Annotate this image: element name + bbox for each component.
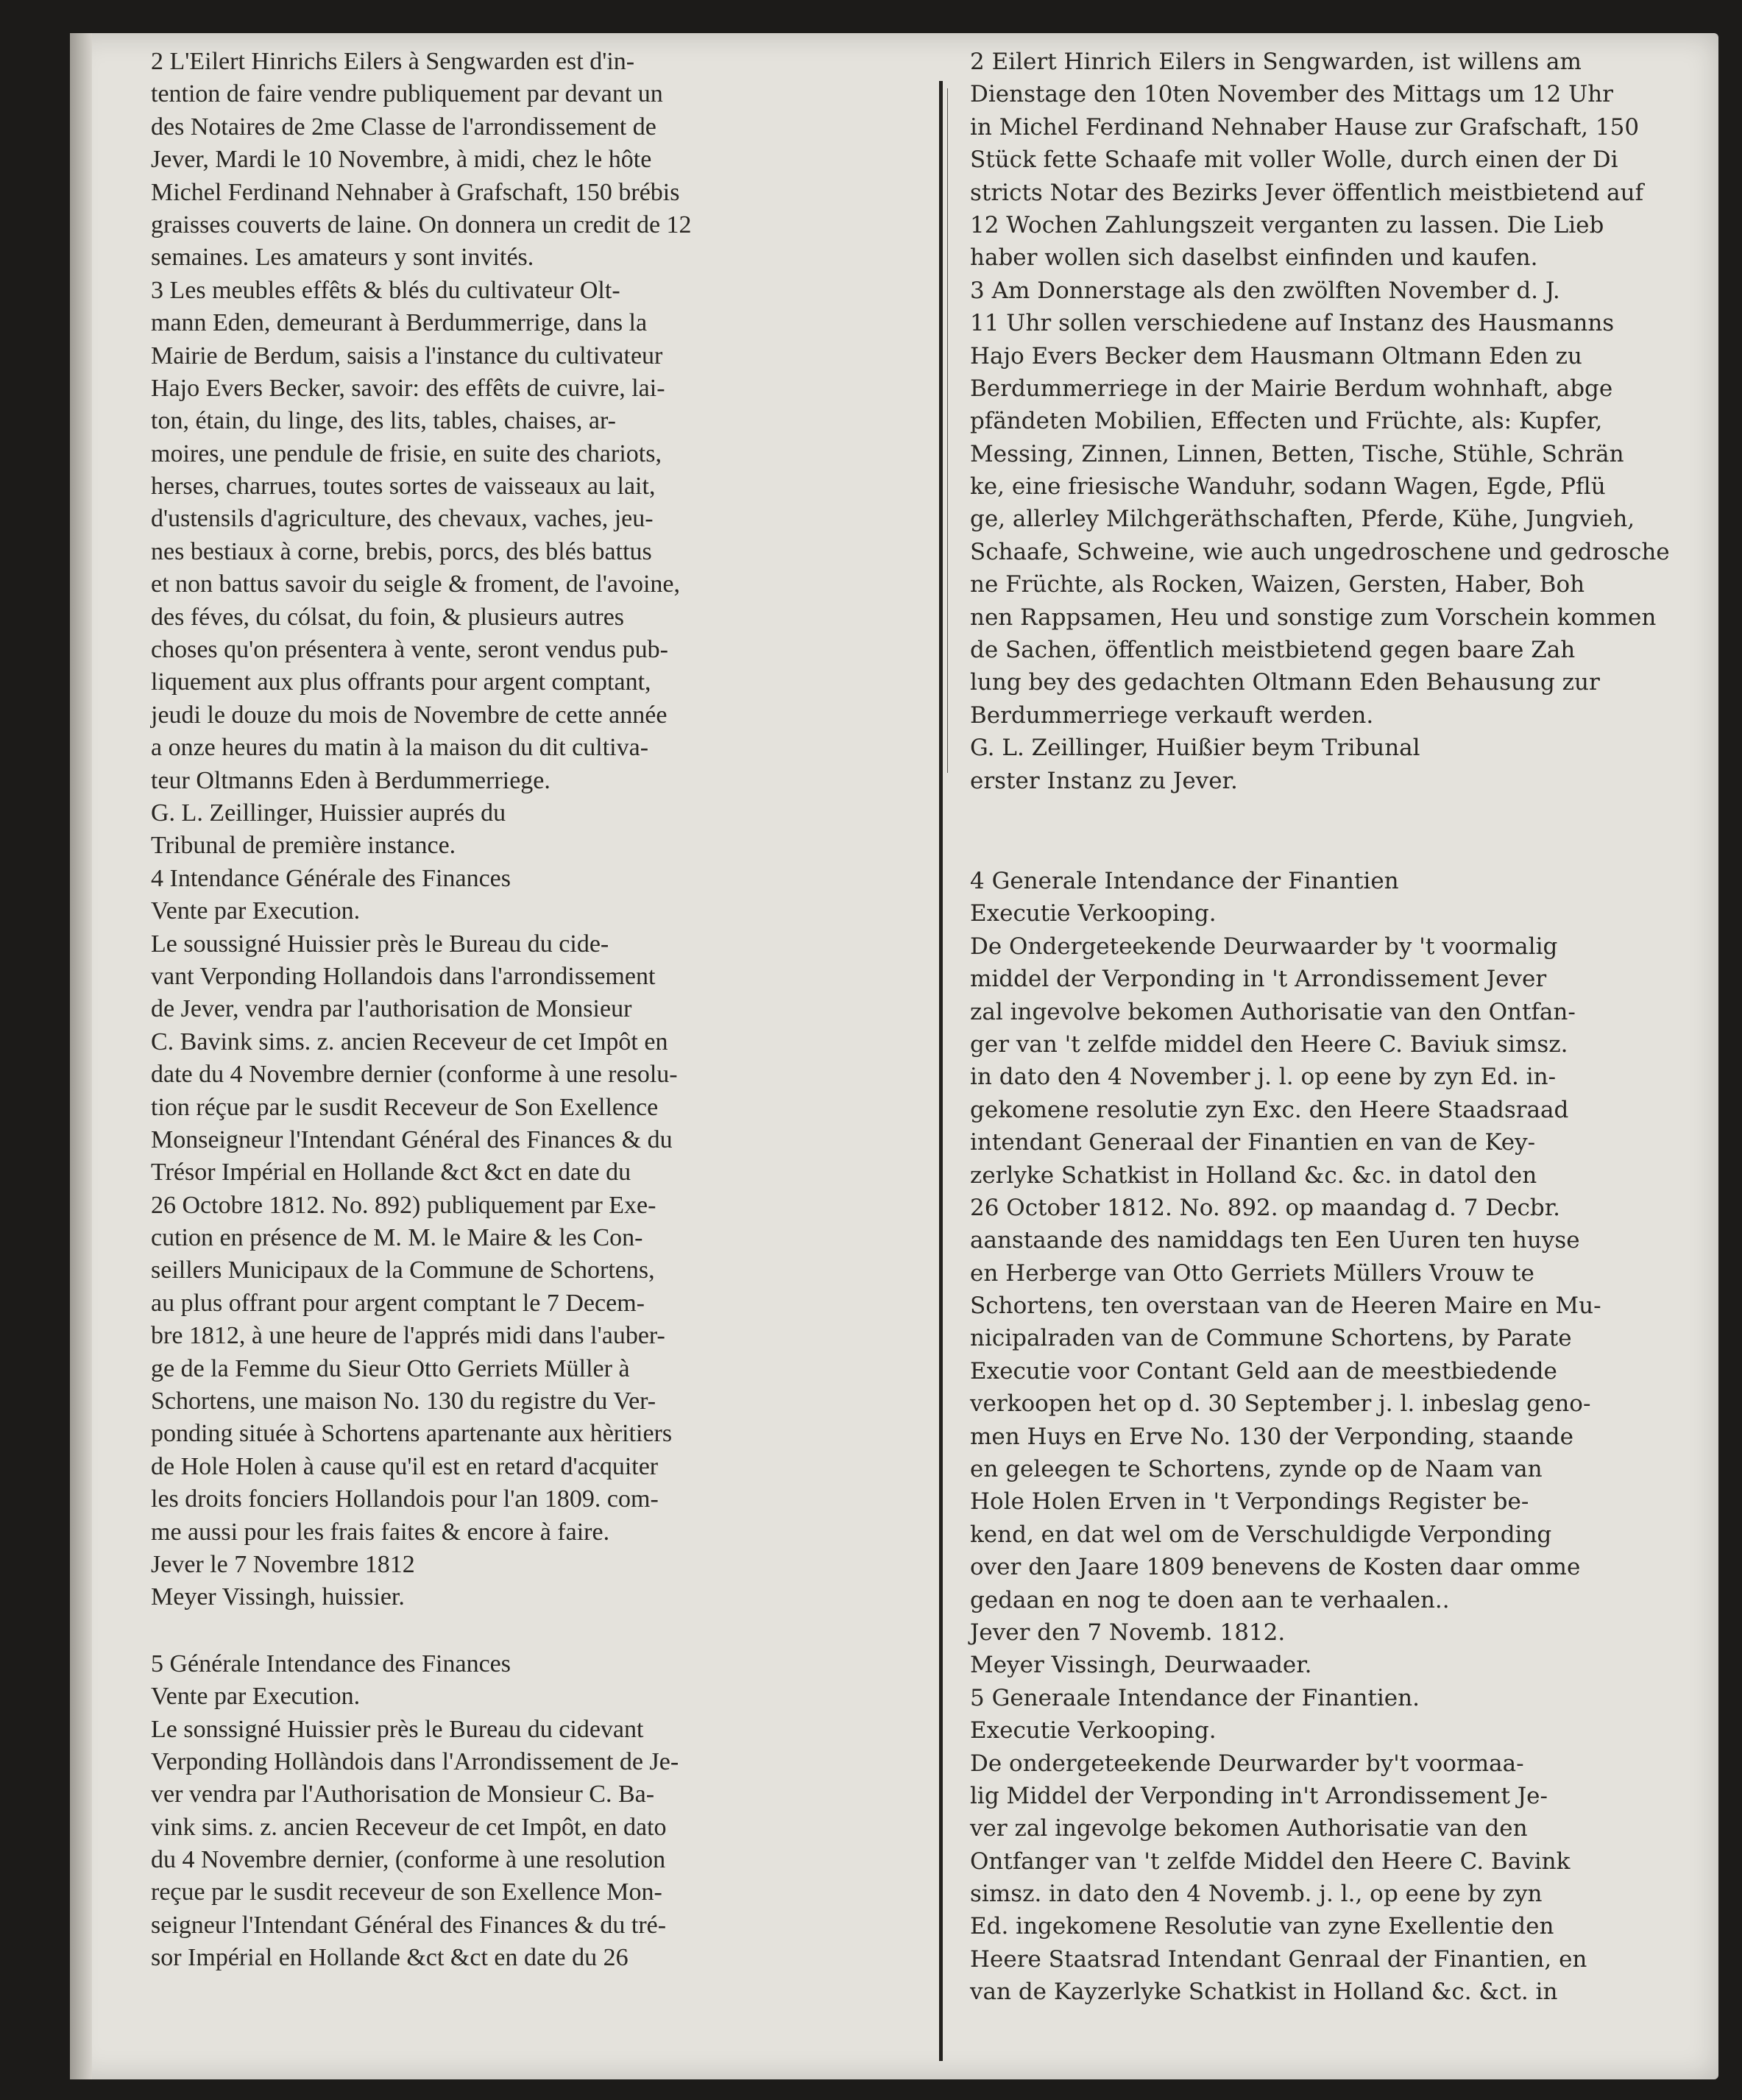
- german-dutch-text-line: 4 Generale Intendance der Finantien: [970, 867, 1399, 894]
- french-text-line: seigneur l'Intendant Général des Finances & du tré-: [151, 1911, 667, 1939]
- french-text-line: liquement aux plus offrants pour argent comptant,: [151, 668, 651, 696]
- german-dutch-text-line: en Herberge van Otto Gerriets Müllers Vrouw te: [970, 1259, 1534, 1287]
- french-text-line: C. Bavink sims. z. ancien Receveur de cet Impôt en: [151, 1028, 668, 1056]
- french-text-line: reçue par le susdit receveur de son Exellence Mon-: [151, 1878, 662, 1906]
- german-dutch-text-line: Messing, Zinnen, Linnen, Betten, Tische, Stühle, Schrän: [970, 440, 1624, 467]
- french-text-line: et non battus savoir du seigle & froment, de l'avoine,: [151, 570, 681, 598]
- german-dutch-text-line: 11 Uhr sollen verschiedene auf Instanz des Hausmanns: [970, 310, 1615, 337]
- french-text-line: Vente par Execution.: [151, 1683, 361, 1711]
- german-dutch-text-line: gekomene resolutie zyn Exc. den Heere Staadsraad: [970, 1096, 1569, 1123]
- french-text-line: ponding située à Schortens apartenante aux hèritiers: [151, 1420, 673, 1448]
- german-dutch-text-line: Dienstage den 10ten November des Mittags um 12 Uhr: [970, 81, 1613, 108]
- french-text-line: vant Verponding Hollandois dans l'arrondissement: [151, 962, 656, 990]
- french-text-line: 5 Générale Intendance des Finances: [151, 1650, 511, 1677]
- french-text-line: Mairie de Berdum, saisis a l'instance du cultivateur: [151, 342, 663, 370]
- french-text-line: herses, charrues, toutes sortes de vaisseaux au lait,: [151, 473, 656, 501]
- german-dutch-text-line: haber wollen sich daselbst einfinden und kaufen.: [970, 244, 1538, 272]
- french-text-line: bre 1812, à une heure de l'apprés midi dans l'auber-: [151, 1322, 665, 1350]
- french-column: [151, 46, 931, 1975]
- french-text-line: jeudi le douze du mois de Novembre de cette année: [151, 701, 668, 729]
- german-dutch-text-line: Stück fette Schaafe mit voller Wolle, durch einen der Di: [970, 146, 1618, 174]
- french-text-line: graisses couverts de laine. On donnera un credit de 12: [151, 211, 692, 238]
- column-rule-thin: [947, 88, 948, 773]
- german-dutch-text-line: De Ondergeteekende Deurwaarder by 't voormalig: [970, 933, 1558, 960]
- french-text-line: du 4 Novembre dernier, (conforme à une resolution: [151, 1846, 666, 1874]
- german-dutch-text-line: middel der Verponding in 't Arrondissement Jever: [970, 966, 1547, 993]
- german-dutch-column: [970, 46, 1706, 2009]
- german-dutch-text-line: ver zal ingevolge bekomen Authorisatie van den: [970, 1815, 1528, 1842]
- german-dutch-text-line: in dato den 4 November j. l. op eene by zyn Ed. in-: [970, 1064, 1557, 1091]
- german-dutch-text-line: [970, 831, 1706, 865]
- german-dutch-text-line: 12 Wochen Zahlungszeit verganten zu lassen. Die Lieb: [970, 211, 1604, 238]
- german-dutch-text-line: Berdummerriege verkauft werden.: [970, 701, 1374, 729]
- french-text-line: des Notaires de 2me Classe de l'arrondissement de: [151, 113, 656, 141]
- german-dutch-text-line: verkoopen het op d. 30 September j. l. inbeslag geno-: [970, 1390, 1591, 1418]
- french-text-line: Hajo Evers Becker, savoir: des effêts de cuivre, lai-: [151, 374, 665, 402]
- german-dutch-text-line: zal ingevolve bekomen Authorisatie van den Ontfan-: [970, 998, 1576, 1025]
- french-text-line: ver vendra par l'Authorisation de Monsieur C. Ba-: [151, 1781, 655, 1809]
- german-dutch-text-line: Hajo Evers Becker dem Hausmann Oltmann Eden zu: [970, 342, 1582, 370]
- german-dutch-text-line: ke, eine friesische Wanduhr, sodann Wagen, Egde, Pflü: [970, 473, 1606, 501]
- french-text-line: au plus offrant pour argent comptant le 7 Decem-: [151, 1289, 645, 1317]
- german-dutch-text-line: kend, en dat wel om de Verschuldigde Verponding: [970, 1521, 1552, 1548]
- german-dutch-text-line: ger van 't zelfde middel den Heere C. Baviuk simsz.: [970, 1030, 1568, 1058]
- french-text-line: tention de faire vendre publiquement par devant un: [151, 80, 663, 108]
- german-dutch-text-line: intendant Generaal der Finantien en van de Key-: [970, 1129, 1536, 1156]
- french-text-line: Michel Ferdinand Nehnaber à Grafschaft, 150 brébis: [151, 178, 680, 206]
- german-dutch-text-line: Hole Holen Erven in 't Verpondings Register be-: [970, 1488, 1529, 1516]
- german-dutch-text-line: Executie Verkooping.: [970, 900, 1217, 927]
- german-dutch-text-line: en geleegen te Schortens, zynde op de Naam van: [970, 1456, 1543, 1483]
- french-text-line: me aussi pour les frais faites & encore à faire.: [151, 1518, 610, 1546]
- french-text-line: des féves, du cólsat, du foin, & plusieurs autres: [151, 603, 625, 631]
- french-text-line: G. L. Zeillinger, Huissier auprés du: [151, 799, 506, 827]
- french-text-line: Le soussigné Huissier près le Bureau du cide-: [151, 930, 609, 958]
- german-dutch-text-line: ne Früchte, als Rocken, Waizen, Gersten, Haber, Boh: [970, 571, 1585, 598]
- german-dutch-text-line: Jever den 7 Novemb. 1812.: [970, 1619, 1286, 1646]
- french-text-line: date du 4 Novembre dernier (conforme à une resolu-: [151, 1061, 678, 1089]
- german-dutch-text-line: pfändeten Mobilien, Effecten und Früchte, als: Kupfer,: [970, 408, 1603, 435]
- french-text-line: Meyer Vissingh, huissier.: [151, 1583, 405, 1611]
- french-text-line: Schortens, une maison No. 130 du registre du Ver-: [151, 1387, 656, 1415]
- french-text-line: de Jever, vendra par l'authorisation de Monsieur: [151, 995, 632, 1023]
- german-dutch-text-line: lig Middel der Verponding in't Arrondissement Je-: [970, 1782, 1548, 1809]
- french-text-line: Jever le 7 Novembre 1812: [151, 1550, 415, 1578]
- french-text-line: Trésor Impérial en Hollande &ct &ct en date du: [151, 1159, 631, 1187]
- german-dutch-text-line: Executie voor Contant Geld aan de meestbiedende: [970, 1357, 1557, 1385]
- french-text-line: seillers Municipaux de la Commune de Schortens,: [151, 1256, 655, 1284]
- german-dutch-text-line: in Michel Ferdinand Nehnaber Hause zur Grafschaft, 150: [970, 113, 1640, 141]
- german-dutch-text-line: stricts Notar des Bezirks Jever öffentlich meistbietend auf: [970, 179, 1644, 206]
- german-dutch-text-line: Schortens, ten overstaan van de Heeren Maire en Mu-: [970, 1293, 1601, 1320]
- french-text-line: a onze heures du matin à la maison du dit cultiva-: [151, 734, 649, 762]
- french-text-line: 3 Les meubles effêts & blés du cultivateur Olt-: [151, 276, 620, 304]
- french-text-line: moires, une pendule de frisie, en suite des chariots,: [151, 439, 662, 467]
- german-dutch-text-line: nicipalraden van de Commune Schortens, by Parate: [970, 1325, 1572, 1352]
- german-dutch-text-line: G. L. Zeillinger, Huißier beym Tribunal: [970, 735, 1420, 762]
- german-dutch-text-line: 2 Eilert Hinrich Eilers in Sengwarden, ist willens am: [970, 49, 1582, 75]
- german-dutch-text-line: Schaafe, Schweine, wie auch ungedroschene und gedrosche: [970, 538, 1670, 565]
- german-dutch-text-line: men Huys en Erve No. 130 der Verponding, staande: [970, 1423, 1573, 1450]
- french-text-line: Jever, Mardi le 10 Novembre, à midi, chez le hôte: [151, 146, 652, 174]
- french-text-line: mann Eden, demeurant à Berdummerrige, dans la: [151, 309, 648, 337]
- german-dutch-text-line: 26 October 1812. No. 892. op maandag d. 7 Decbr.: [970, 1194, 1561, 1221]
- german-dutch-text-line: lung bey des gedachten Oltmann Eden Behausung zur: [970, 669, 1600, 696]
- german-dutch-text-line: De ondergeteekende Deurwarder by't voormaa-: [970, 1750, 1524, 1777]
- german-dutch-text-line: [970, 797, 1706, 831]
- french-text-line: choses qu'on présentera à vente, seront vendus pub-: [151, 636, 668, 664]
- french-text-line: de Hole Holen à cause qu'il est en retard d'acquiter: [151, 1452, 659, 1480]
- german-dutch-text-line: nen Rappsamen, Heu und sonstige zum Vorschein kommen: [970, 604, 1657, 631]
- german-dutch-text-line: de Sachen, öffentlich meistbietend gegen baare Zah: [970, 637, 1576, 664]
- column-rule: [939, 81, 943, 2061]
- french-text-line: semaines. Les amateurs y sont invités.: [151, 244, 534, 272]
- german-dutch-text-line: Ontfanger van 't zelfde Middel den Heere C. Bavink: [970, 1848, 1571, 1875]
- french-text-line: [151, 1614, 931, 1648]
- french-text-line: vink sims. z. ancien Receveur de cet Impôt, en dato: [151, 1813, 667, 1841]
- german-dutch-text-line: Berdummerriege in der Mairie Berdum wohnhaft, abge: [970, 375, 1613, 402]
- german-dutch-text-line: over den Jaare 1809 benevens de Kosten daar omme: [970, 1554, 1581, 1581]
- french-text-line: nes bestiaux à corne, brebis, porcs, des blés battus: [151, 537, 652, 565]
- french-text-line: 26 Octobre 1812. No. 892) publiquement par Exe-: [151, 1191, 656, 1219]
- french-text-line: ton, étain, du linge, des lits, tables, chaises, ar-: [151, 407, 616, 435]
- french-text-line: 4 Intendance Générale des Finances: [151, 864, 511, 892]
- german-dutch-text-line: simsz. in dato den 4 Novemb. j. l., op eene by zyn: [970, 1881, 1543, 1908]
- french-text-line: d'ustensils d'agriculture, des chevaux, vaches, jeu-: [151, 505, 654, 533]
- french-text-line: Monseigneur l'Intendant Général des Finances & du: [151, 1125, 673, 1153]
- german-dutch-text-line: 5 Generaale Intendance der Finantien.: [970, 1684, 1420, 1711]
- french-text-line: tion réçue par le susdit Receveur de Son Exellence: [151, 1093, 659, 1121]
- german-dutch-text-line: ge, allerley Milchgeräthschaften, Pferde, Kühe, Jungvieh,: [970, 506, 1635, 533]
- french-text-line: Verponding Hollàndois dans l'Arrondissement de Je-: [151, 1747, 679, 1775]
- german-dutch-text-line: erster Instanz zu Jever.: [970, 767, 1238, 794]
- page-edge: [70, 33, 92, 2079]
- french-text-line: cution en présence de M. M. le Maire & les Con-: [151, 1224, 643, 1252]
- german-dutch-text-line: aanstaande des namiddags ten Een Uuren ten huyse: [970, 1227, 1580, 1254]
- german-dutch-text-line: van de Kayzerlyke Schatkist in Holland &c. &ct. in: [970, 1979, 1558, 2006]
- french-text-line: sor Impérial en Hollande &ct &ct en date du 26: [151, 1944, 629, 1972]
- german-dutch-text-line: Heere Staatsrad Intendant Genraal der Finantien, en: [970, 1945, 1587, 1973]
- german-dutch-text-line: 3 Am Donnerstage als den zwölften November d. J.: [970, 277, 1560, 304]
- french-text-line: teur Oltmanns Eden à Berdummerriege.: [151, 766, 550, 794]
- german-dutch-text-line: gedaan en nog te doen aan te verhaalen..: [970, 1586, 1450, 1613]
- german-dutch-text-line: Executie Verkooping.: [970, 1717, 1217, 1744]
- french-text-line: Le sonssigné Huissier près le Bureau du cidevant: [151, 1715, 644, 1743]
- german-dutch-text-line: Meyer Vissingh, Deurwaader.: [970, 1652, 1312, 1679]
- german-dutch-text-line: Ed. ingekomene Resolutie van zyne Exellentie den: [970, 1913, 1554, 1940]
- french-text-line: les droits fonciers Hollandois pour l'an 1809. com-: [151, 1485, 659, 1513]
- french-text-line: ge de la Femme du Sieur Otto Gerriets Müller à: [151, 1354, 630, 1382]
- french-text-line: 2 L'Eilert Hinrichs Eilers à Sengwarden est d'in-: [151, 48, 635, 75]
- french-text-line: Tribunal de première instance.: [151, 832, 456, 860]
- german-dutch-text-line: zerlyke Schatkist in Holland &c. &c. in datol den: [970, 1162, 1537, 1189]
- french-text-line: Vente par Execution.: [151, 897, 361, 925]
